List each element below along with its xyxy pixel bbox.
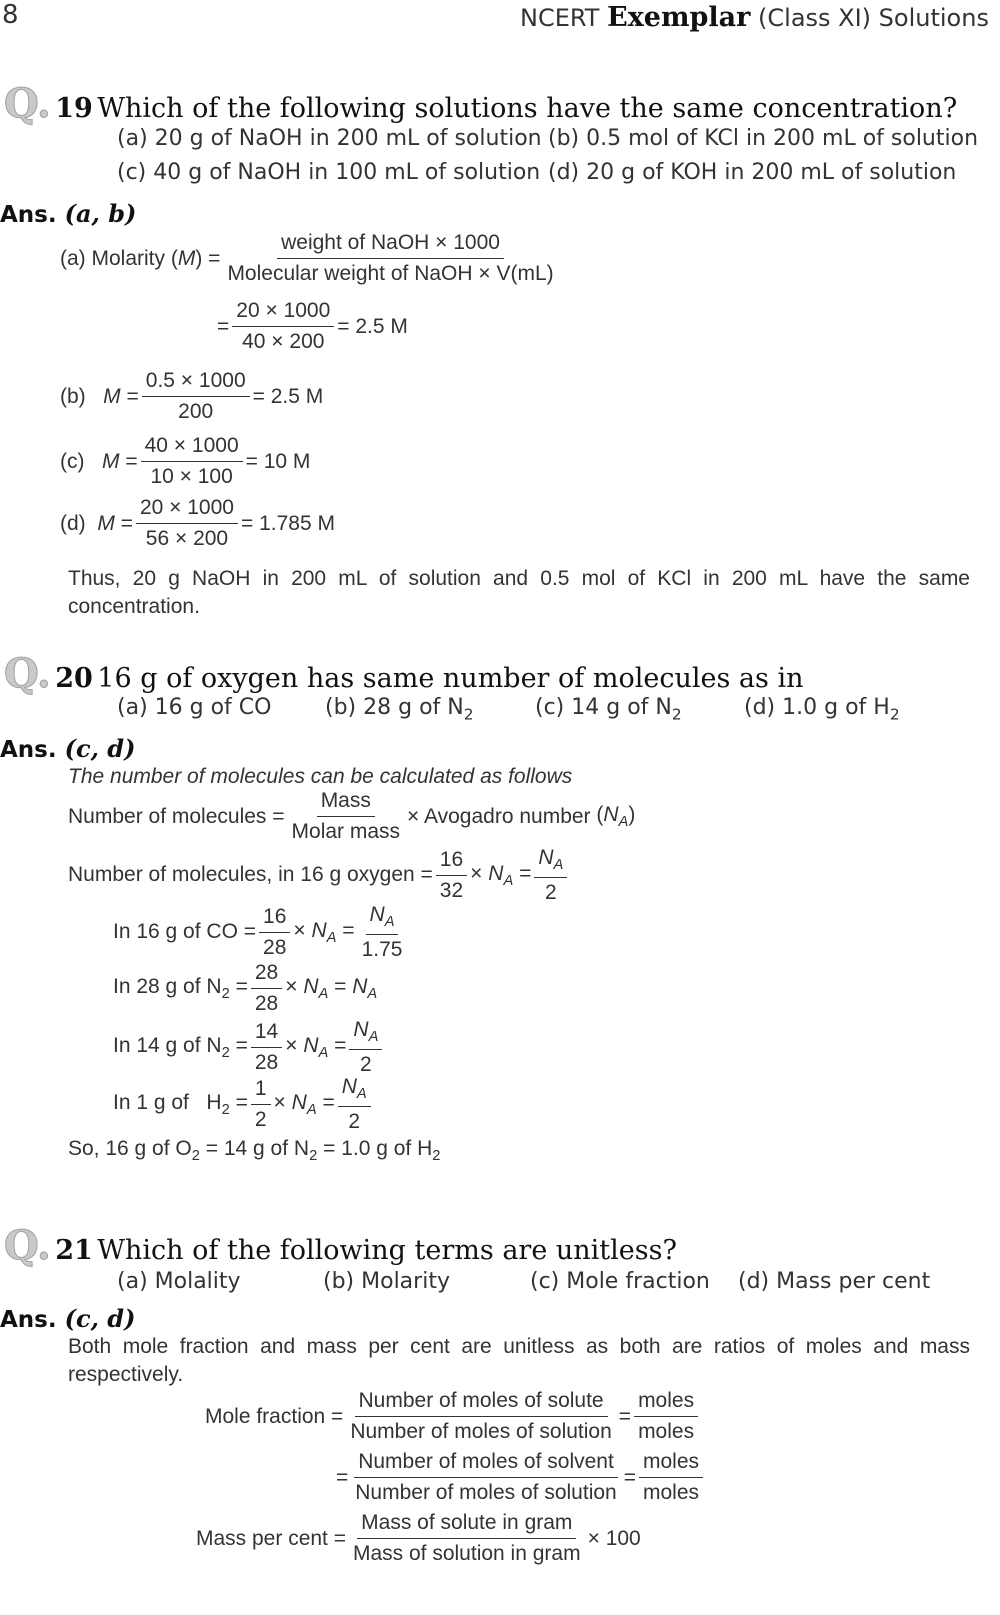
q-marker: Q. — [4, 1222, 51, 1269]
option-d: (d) Mass per cent — [738, 1269, 931, 1294]
eq-n28: In 28 g of $N_2$ = $\frac{28}{28}$ × $N_A = N_A$ — [113, 960, 377, 1018]
question-21-heading — [4, 1222, 677, 1269]
option-a: (a) 20 g of NaOH in 200 mL of solution — [117, 126, 542, 151]
denominator: 56 × 200 — [145, 527, 229, 551]
fraction — [223, 230, 557, 288]
ans-label: Ans. — [0, 1307, 57, 1333]
q-marker: Q. — [4, 80, 51, 127]
denominator: 200 — [178, 400, 214, 424]
result: = 2.5 M — [337, 314, 408, 338]
q21-explanation: Both mole fraction and mass per cent are unitless as both are ratios of moles and mass respectively. — [68, 1335, 970, 1386]
fraction — [288, 788, 405, 846]
q20-intro: The number of molecules can be calculated as follows — [68, 765, 573, 788]
eq-b: (b) M = $\frac{0.5 \times 1000}{200}$ = 2.5 M — [60, 368, 323, 426]
question-19-heading — [4, 80, 957, 127]
result: = 2.5 M — [252, 384, 324, 408]
eq-a: (a) Molarity (M) = $\frac{\text{weight of NaOH × 1000}}{\text{Molecular weight of NaOH × V(mL)}}$ — [60, 230, 561, 288]
question-number: 20 — [55, 663, 93, 694]
q-marker: Q. — [4, 650, 51, 697]
q20-final: So, 16 g of $O_2 = 14$ g of $N_2 = 1.0$ g of $H_2$ — [68, 1137, 441, 1165]
fraction: $\frac{N_A}{1.75}$ — [361, 903, 403, 961]
fraction — [141, 433, 243, 491]
numerator: 20 × 1000 — [136, 495, 238, 524]
page-number: 8 — [2, 0, 19, 30]
fraction: $\frac{16}{28}$ — [259, 904, 290, 962]
numerator: 20 × 1000 — [232, 298, 334, 327]
question-20-heading — [4, 650, 803, 697]
denominator: Molecular weight of NaOH × V(mL) — [227, 262, 554, 286]
fraction: $\frac{N_A}{2}$ — [349, 1017, 382, 1078]
option-a: (a) Molality — [117, 1269, 241, 1294]
option-d: (d) 20 g of KOH in 200 mL of solution — [548, 160, 957, 185]
eq-mole-fraction: Mole fraction = $\frac{\text{Number of moles of solute}}{\text{Number of moles of solution}}$ = $\frac{\text{moles}}{\text{moles}}$ — [205, 1388, 701, 1446]
eq-a-label: (a) Molarity — [60, 246, 166, 270]
numerator: weight of NaOH × 1000 — [277, 230, 504, 259]
ans-label: Ans. — [0, 202, 57, 228]
option-b: (b) Molarity — [323, 1269, 450, 1294]
eq-a2: = $\frac{20 \times 1000}{40 \times 200}$ = 2.5 M — [217, 298, 408, 356]
eq-c: (c) M = $\frac{40 \times 1000}{10 \times 100}$ = 10 M — [60, 433, 310, 491]
fraction: $\frac{1}{2}$ — [251, 1076, 271, 1134]
option-d: (d) 1.0 g of $H_2$ — [744, 695, 900, 724]
answer-line — [0, 1304, 135, 1333]
ans-label: Ans. — [0, 737, 57, 763]
question-text: Which of the following solutions have the same concentration? — [97, 93, 958, 124]
numerator: 0.5 × 1000 — [142, 368, 250, 397]
fraction: $\frac{N_A}{2}$ — [338, 1074, 371, 1135]
denominator: 10 × 100 — [150, 465, 233, 489]
option-a: (a) 16 g of CO — [117, 695, 272, 720]
fraction: $\frac{\text{Number of moles of solute}}{\text{Number of moles of solution}}$ — [350, 1389, 612, 1444]
running-header — [520, 2, 989, 33]
answer-value: (a, b) — [64, 199, 137, 228]
q19-conclusion: Thus, 20 g NaOH in 200 mL of solution and 0.5 mol of KCl in 200 mL have the same concentration. — [68, 567, 970, 618]
fraction: $\frac{N_A}{2}$ — [534, 845, 567, 906]
fraction: $\frac{\text{Number of moles of solvent}}{\text{Number of moles of solution}}$ — [355, 1450, 617, 1505]
result: = 1.785 M — [240, 511, 335, 535]
denominator: Molar mass — [291, 820, 401, 844]
eq-mass-percent: Mass per cent = $\frac{\text{Mass of solute in gram}}{\text{Mass of solution in gram}}$ × 100 — [196, 1510, 641, 1568]
answer-line — [0, 199, 136, 228]
denominator: 32 — [439, 878, 464, 902]
answer-value: (c, d) — [64, 734, 136, 763]
fraction: $\frac{\text{Mass of solute in gram}}{\text{Mass of solution in gram}}$ — [352, 1511, 581, 1566]
question-text: Which of the following terms are unitless? — [97, 1235, 677, 1266]
answer-line — [0, 734, 135, 763]
eq-n14: In 14 g of $N_2$ = $\frac{14}{28}$ × $N_A$ = $\frac{N_A}{2}$ — [113, 1017, 385, 1078]
option-c: (c) 40 g of NaOH in 100 mL of solution — [117, 160, 541, 185]
fraction — [232, 298, 334, 356]
answer-value: (c, d) — [64, 1304, 136, 1333]
fraction: $\frac{\text{moles}}{\text{moles}}$ — [639, 1449, 703, 1507]
numerator: Mass — [317, 788, 375, 817]
fraction: $\frac{14}{28}$ — [251, 1019, 282, 1077]
option-c: (c) 14 g of $N_2$ — [535, 695, 682, 724]
eq-d: (d) M = $\frac{20 \times 1000}{56 \times 200}$ = 1.785 M — [60, 495, 335, 553]
header-book-tail: (Class XI) Solutions — [758, 4, 989, 32]
numerator: 40 × 1000 — [141, 433, 243, 462]
denominator: 40 × 200 — [242, 330, 325, 354]
fraction — [136, 495, 238, 553]
numerator: 16 — [436, 847, 467, 876]
eq-molecules: Number of molecules = $\frac{\text{Mass}}{\text{Molar mass}}$ × Avogadro number $(N_A)$ — [68, 788, 635, 846]
option-c: (c) Mole fraction — [530, 1269, 710, 1294]
fraction: $\frac{28}{28}$ — [251, 960, 282, 1018]
header-book-bold: Exemplar — [607, 2, 751, 33]
eq-co: In 16 g of CO = $\frac{16}{28}$ × $N_A$ = $\frac{N_A}{1.75}$ — [113, 902, 409, 963]
question-number: 21 — [55, 1235, 93, 1266]
question-text: 16 g of oxygen has same number of molecules as in — [97, 663, 804, 694]
fraction — [436, 847, 467, 905]
result: = 10 M — [245, 449, 311, 473]
eq-mole-fraction-2: = $\frac{\text{Number of moles of solvent}}{\text{Number of moles of solution}}$ = $\frac{\text{moles}}{\text{moles}}$ — [336, 1449, 706, 1507]
eq-h2: In 1 g of $H_2$ = $\frac{1}{2}$ × $N_A$ = $\frac{N_A}{2}$ — [113, 1074, 374, 1135]
fraction — [142, 368, 250, 426]
fraction: $\frac{\text{moles}}{\text{moles}}$ — [634, 1388, 698, 1446]
option-b: (b) 0.5 mol of KCl in 200 mL of solution — [548, 126, 979, 151]
header-book: NCERT — [520, 4, 600, 32]
question-number: 19 — [55, 93, 93, 124]
eq-oxygen: Number of molecules, in 16 g oxygen = $\frac{16}{32}$ × $N_A$ = $\frac{N_A}{2}$ — [68, 845, 570, 906]
option-b: (b) 28 g of $N_2$ — [325, 695, 474, 724]
